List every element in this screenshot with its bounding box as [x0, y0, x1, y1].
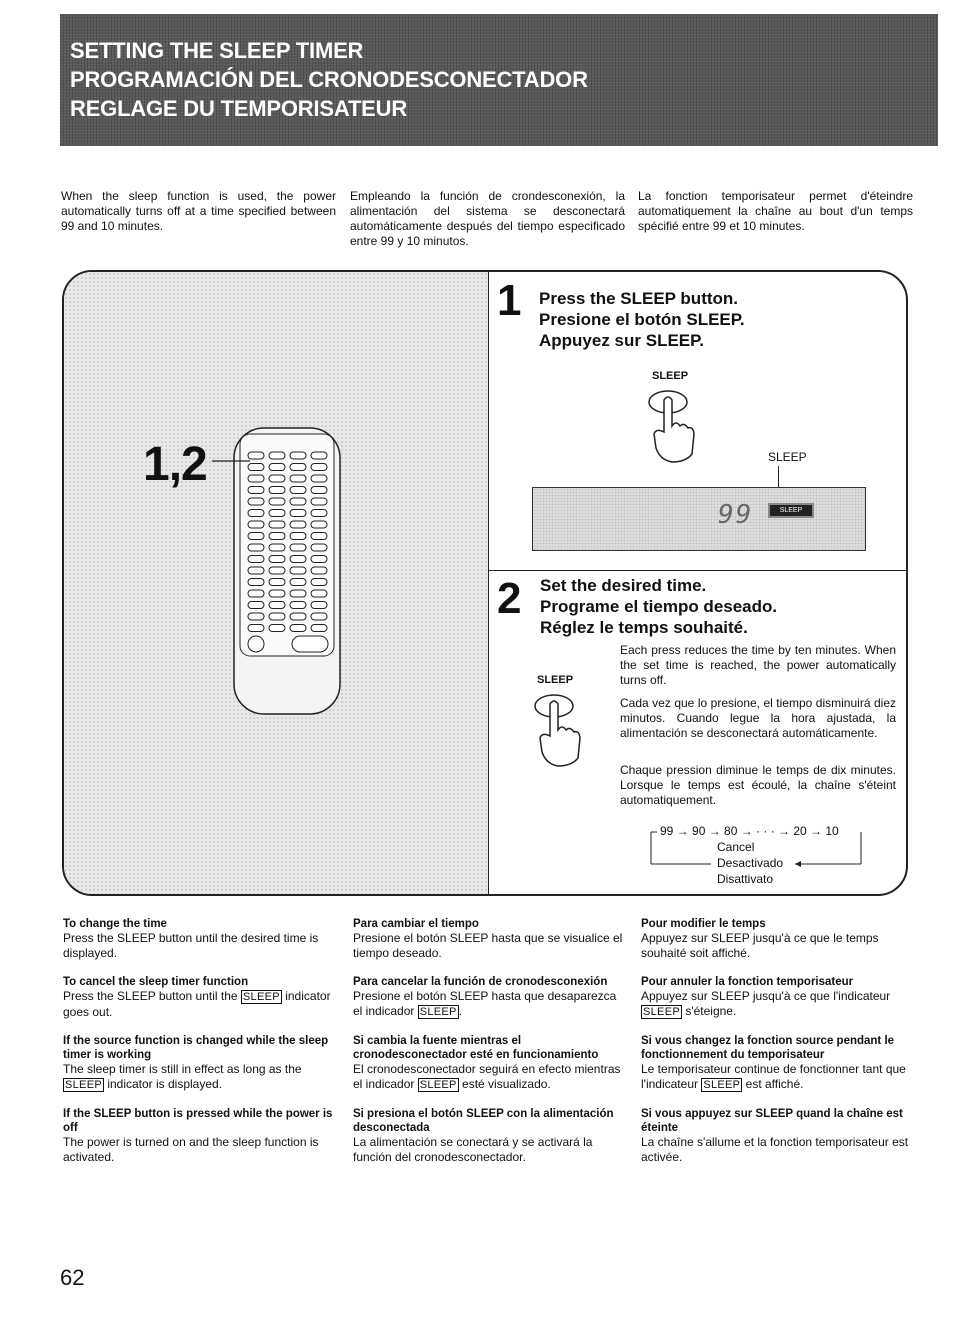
remote-button	[269, 464, 285, 471]
remote-button	[290, 452, 306, 459]
note-text: Le temporisateur continue de fonctionner tant que l'indicateur SLEEP est affiché.	[641, 1062, 906, 1091]
step2-number: 2	[497, 574, 522, 623]
instruction-figure	[62, 270, 908, 896]
note-heading: Para cambiar el tiempo	[353, 918, 479, 930]
title-french: REGLAGE DU TEMPORISATEUR	[70, 96, 408, 121]
remote-button	[269, 533, 285, 540]
remote-button	[311, 498, 327, 505]
note-heading: Para cancelar la función de cronodesconexión	[353, 976, 608, 988]
note-text: Press the SLEEP button until the desired time is displayed.	[63, 931, 319, 960]
step2-heading-fr: Réglez le temps souhaité.	[540, 618, 748, 637]
horizontal-divider	[489, 570, 906, 571]
remote-button	[269, 567, 285, 574]
remote-button	[248, 613, 264, 620]
remote-button	[248, 452, 264, 459]
intro-english: When the sleep function is used, the power automatically turns off at a time specified between 99 and 10 minutes.	[61, 189, 336, 233]
remote-button	[269, 579, 285, 586]
step-reference-label: 1,2	[143, 438, 207, 491]
remote-button	[248, 521, 264, 528]
remote-button	[311, 602, 327, 609]
remote-button	[269, 544, 285, 551]
notes-spanish	[353, 917, 623, 1179]
note-heading: Si vous changez la fonction source pendant le fonctionnement du temporisateur	[641, 1035, 895, 1061]
remote-button	[311, 625, 327, 632]
remote-button	[311, 567, 327, 574]
remote-button	[290, 487, 306, 494]
step1-heading-es: Presione el botón SLEEP.	[539, 310, 745, 329]
remote-button	[311, 590, 327, 597]
remote-button	[248, 602, 264, 609]
sleep-indicator-ref: SLEEP	[419, 1079, 457, 1091]
step1-heading-en: Press the SLEEP button.	[539, 289, 739, 308]
remote-button	[290, 498, 306, 505]
sleep-indicator-ref: SLEEP	[643, 1006, 680, 1018]
remote-button	[290, 579, 306, 586]
cancel-label-en: Cancel	[717, 840, 755, 854]
remote-button	[311, 487, 327, 494]
remote-button	[269, 625, 285, 632]
note-text: Appuyez sur SLEEP jusqu'à ce que le temps souhaité soit affiché.	[641, 931, 879, 960]
sleep-indicator-ref: SLEEP	[242, 991, 280, 1003]
display-digits: 99	[718, 500, 754, 530]
note-heading: To cancel the sleep timer function	[63, 976, 249, 988]
remote-button	[311, 521, 327, 528]
remote-button	[248, 475, 264, 482]
step2-text-fr: Chaque pression diminue le temps de dix minutes. Lorsque le temps est écoulé, la chaîne s'éteint automatiquement.	[620, 763, 896, 807]
remote-button	[311, 544, 327, 551]
step2-button-label: SLEEP	[537, 674, 574, 686]
step1-number: 1	[497, 276, 522, 325]
remote-button	[290, 556, 306, 563]
remote-button	[269, 602, 285, 609]
note-text: The sleep timer is still in effect as long as the SLEEP indicator is displayed.	[63, 1062, 302, 1091]
remote-button	[290, 625, 306, 632]
remote-button	[248, 498, 264, 505]
step1-heading-fr: Appuyez sur SLEEP.	[539, 331, 705, 350]
page-number: 62	[60, 1265, 85, 1290]
note-heading: To change the time	[63, 918, 167, 930]
remote-button	[311, 533, 327, 540]
note-text: The power is turned on and the sleep function is activated.	[63, 1135, 319, 1164]
intro-spanish: Empleando la función de crondesconexión, la alimentación del sistema se desconectará automáticamente después del tiempo especificado entre 99 y 10 minutos.	[350, 189, 625, 248]
note-text: Press the SLEEP button until the SLEEP indicator goes out.	[63, 989, 331, 1019]
remote-button	[290, 590, 306, 597]
remote-button	[269, 487, 285, 494]
remote-button	[248, 464, 264, 471]
remote-button	[311, 475, 327, 482]
remote-button	[269, 498, 285, 505]
note-heading: If the source function is changed while the sleep timer is working	[63, 1035, 329, 1061]
sleep-indicator-ref: SLEEP	[65, 1079, 102, 1091]
title-spanish: PROGRAMACIÓN DEL CRONODESCONECTADOR	[70, 67, 588, 92]
display-sleep-callout: SLEEP	[768, 450, 807, 464]
title-english: SETTING THE SLEEP TIMER	[70, 38, 364, 63]
remote-button	[248, 510, 264, 517]
remote-button	[290, 510, 306, 517]
sleep-indicator-ref: SLEEP	[419, 1006, 457, 1018]
note-text: Presione el botón SLEEP hasta que desaparezca el indicador SLEEP .	[353, 989, 617, 1018]
note-text: Presione el botón SLEEP hasta que se visualice el tiempo deseado.	[353, 931, 623, 960]
notes-french	[641, 917, 911, 1179]
remote-button	[290, 464, 306, 471]
remote-button	[290, 602, 306, 609]
remote-button	[248, 533, 264, 540]
remote-button	[248, 487, 264, 494]
notes-english	[63, 917, 333, 1179]
note-text: El cronodesconectador seguirá en efecto mientras el indicador SLEEP esté visualizado.	[353, 1062, 621, 1091]
remote-button	[290, 521, 306, 528]
remote-button	[311, 452, 327, 459]
step2-text-es: Cada vez que lo presione, el tiempo disminuirá diez minutos. Cuando legue la hora ajustada, la alimentación se desconectará automáticamente.	[620, 696, 896, 740]
remote-button	[290, 613, 306, 620]
remote-button	[269, 556, 285, 563]
remote-button	[311, 556, 327, 563]
intro-french: La fonction temporisateur permet d'éteindre automatiquement la chaîne au bout d'un temps spécifié entre 99 et 10 minutes.	[638, 189, 913, 233]
remote-button	[290, 475, 306, 482]
cancel-label-es: Desactivado	[717, 856, 784, 870]
remote-button	[248, 567, 264, 574]
remote-button	[311, 464, 327, 471]
remote-control-illustration	[204, 422, 354, 722]
note-heading: Si vous appuyez sur SLEEP quand la chaîne est éteinte	[641, 1108, 903, 1134]
title-banner	[60, 14, 938, 146]
remote-button	[248, 590, 264, 597]
sleep-indicator: SLEEP	[768, 503, 814, 518]
note-text: Appuyez sur SLEEP jusqu'à ce que l'indicateur SLEEP s'éteigne.	[641, 989, 891, 1018]
unit-display-panel	[532, 487, 866, 551]
remote-button	[311, 510, 327, 517]
step2-heading-es: Programe el tiempo deseado.	[540, 597, 778, 616]
remote-button	[290, 567, 306, 574]
remote-button	[311, 579, 327, 586]
vertical-divider	[488, 272, 489, 894]
remote-button	[248, 544, 264, 551]
note-heading: Si presiona el botón SLEEP con la alimentación desconectada	[353, 1108, 614, 1134]
note-heading: Pour modifier le temps	[641, 918, 766, 930]
note-heading: Pour annuler la fonction temporisateur	[641, 976, 854, 988]
finger-press-icon	[532, 690, 592, 770]
remote-button	[311, 613, 327, 620]
step2-heading-en: Set the desired time.	[540, 576, 707, 595]
note-heading: If the SLEEP button is pressed while the power is off	[63, 1108, 333, 1134]
note-text: La chaîne s'allume et la fonction temporisateur est activée.	[641, 1135, 909, 1164]
note-heading: Si cambia la fuente mientras el cronodesconectador esté en funcionamiento	[353, 1035, 599, 1061]
remote-button	[269, 521, 285, 528]
remote-button	[269, 475, 285, 482]
remote-button	[269, 510, 285, 517]
remote-button	[269, 452, 285, 459]
remote-button	[290, 533, 306, 540]
note-text: La alimentación se conectará y se activará la función del cronodesconectador.	[353, 1135, 593, 1164]
sleep-indicator-ref: SLEEP	[703, 1079, 741, 1091]
step1-button-label: SLEEP	[652, 370, 689, 382]
remote-button	[248, 556, 264, 563]
remote-button	[248, 625, 264, 632]
finger-press-icon	[646, 386, 706, 466]
remote-button	[248, 579, 264, 586]
remote-button	[269, 613, 285, 620]
cancel-label-fr: Disattivato	[717, 872, 774, 886]
remote-button	[290, 544, 306, 551]
step2-text-en: Each press reduces the time by ten minutes. When the set time is reached, the power automatically turns off.	[620, 643, 896, 687]
sleep-time-sequence: 99 → 90 → 80 → · · · → 20 → 10	[660, 824, 839, 838]
remote-button	[269, 590, 285, 597]
